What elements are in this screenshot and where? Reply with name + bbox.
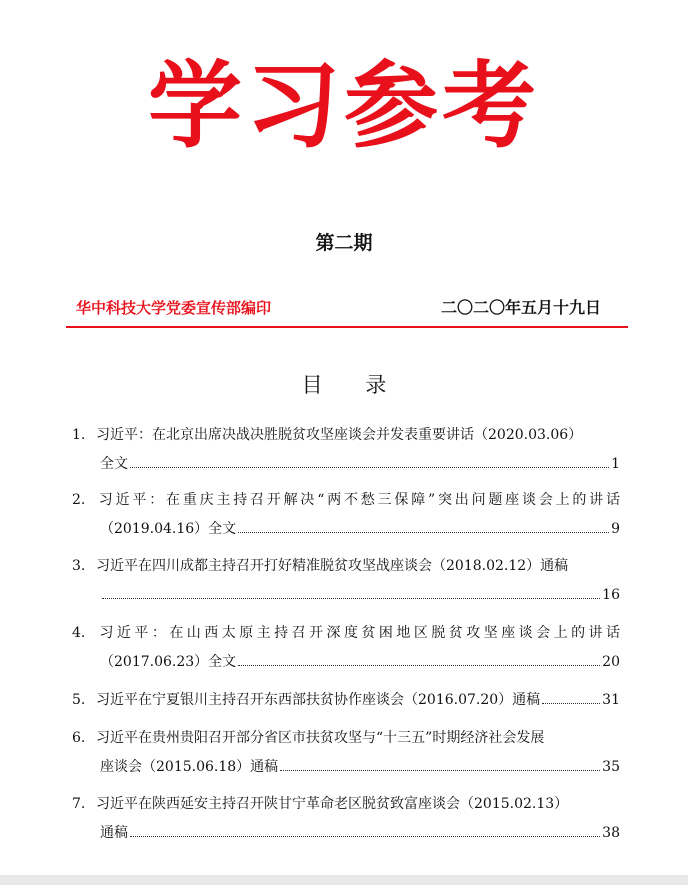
toc-entry-title-cont: 通稿 (100, 825, 128, 841)
toc-page-number: 16 (602, 587, 620, 603)
toc-page-number: 38 (602, 825, 620, 841)
toc-entry-title: 习近平：在北京出席决战决胜脱贫攻坚座谈会并发表重要讲话（2020.03.06） (96, 427, 583, 443)
toc-entry-title: 习近平在贵州贵阳召开部分省区市扶贫攻坚与“十三五”时期经济社会发展 (96, 730, 545, 746)
toc-entry-number: 2. (72, 492, 86, 508)
toc-page-number: 1 (611, 456, 620, 472)
toc-entry-title-cont: 全文 (100, 456, 128, 472)
toc-entry-title-line (72, 685, 620, 715)
toc-entry-number: 1. (72, 427, 86, 443)
toc-entry-number: 6. (72, 730, 86, 746)
dot-leader (238, 664, 600, 666)
toc-entry-title: 习近平在四川成都主持召开打好精准脱贫攻坚战座谈会（2018.02.12）通稿 (96, 558, 569, 574)
toc-entry-title: 习近平在宁夏银川主持召开东西部扶贫协作座谈会（2016.07.20）通稿 (96, 692, 541, 708)
toc-entry-number: 4. (72, 625, 86, 641)
masthead-title: 学习参考 (147, 52, 540, 161)
toc-entry-title-line (72, 485, 620, 515)
toc-entry-continuation (100, 580, 620, 610)
toc-entry-title: 习近平：在山西太原主持召开深度贫困地区脱贫攻坚座谈会上的讲话 (96, 625, 620, 641)
toc-entry-continuation (100, 449, 620, 479)
toc-entry-title-cont: （2017.06.23）全文 (100, 654, 237, 670)
dot-leader (280, 769, 600, 771)
toc-page-number: 9 (611, 521, 620, 537)
toc-entry-number: 5. (72, 692, 86, 708)
toc-page-number: 31 (602, 692, 620, 708)
toc-entry-title-line (72, 618, 620, 648)
toc-entry-title: 习近平：在重庆主持召开解决“两不愁三保障”突出问题座谈会上的讲话 (96, 492, 620, 508)
toc-entry-title-cont: （2019.04.16）全文 (100, 521, 237, 537)
toc-entry-number: 3. (72, 558, 86, 574)
issue-number: 第二期 (315, 232, 373, 254)
toc-entry-title-line (72, 789, 620, 819)
toc-entry-title-line (72, 551, 620, 581)
header-divider (66, 326, 628, 328)
toc-entry-continuation (100, 514, 620, 544)
dot-leader (542, 702, 600, 704)
toc-entry-title: 习近平在陕西延安主持召开陕甘宁革命老区脱贫致富座谈会（2015.02.13） (96, 796, 569, 812)
dot-leader (130, 835, 600, 837)
toc-entry-title-line (72, 723, 620, 753)
toc-entry-number: 7. (72, 796, 86, 812)
toc-page-number: 20 (602, 654, 620, 670)
toc-heading: 目 录 (301, 373, 405, 397)
dot-leader (102, 597, 600, 599)
toc-page-number: 35 (602, 759, 620, 775)
dot-leader (130, 466, 609, 468)
publisher-name: 华中科技大学党委宣传部编印 (76, 299, 272, 317)
toc-entry-continuation (100, 818, 620, 848)
toc-entry-title-cont: 座谈会（2015.06.18）通稿 (100, 759, 279, 775)
toc-entry-continuation (100, 752, 620, 782)
publication-date: 二〇二〇年五月十九日 (440, 298, 601, 317)
dot-leader (238, 531, 609, 533)
toc-entry-title-line (72, 420, 620, 450)
toc-entry-continuation (100, 647, 620, 677)
page-bottom-edge (0, 875, 688, 885)
